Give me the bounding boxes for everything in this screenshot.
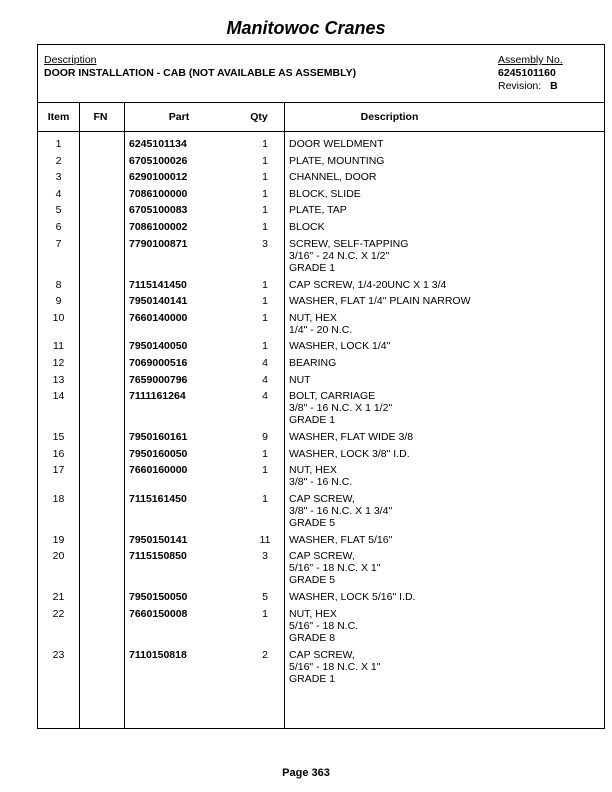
quantity: 5 <box>262 591 268 604</box>
part-description <box>289 390 392 426</box>
item-number: 17 <box>52 464 65 477</box>
quantity: 1 <box>262 464 268 477</box>
revision-line <box>498 80 563 93</box>
parts-list-frame <box>37 44 605 729</box>
quantity: 1 <box>262 447 268 460</box>
part-number: 7660160000 <box>129 464 188 477</box>
item-number: 4 <box>55 187 62 200</box>
part-description <box>289 279 446 291</box>
quantity: 3 <box>262 550 268 563</box>
part-description <box>289 171 377 183</box>
col-fn-header: FN <box>93 111 108 123</box>
part-description <box>289 550 381 586</box>
part-description <box>289 357 336 369</box>
description-value: DOOR INSTALLATION - CAB (NOT AVAILABLE AS ASSEMBLY) <box>44 67 357 79</box>
part-number: 7086100000 <box>129 187 188 200</box>
col-item-header: Item <box>47 111 70 123</box>
description-line: GRADE 1 <box>289 261 336 274</box>
part-description <box>289 493 392 529</box>
description-line: WASHER, FLAT 1/4" PLAIN NARROW <box>289 295 471 308</box>
description-line: CAP SCREW, <box>289 492 355 505</box>
description-line: DOOR WELDMENT <box>289 138 384 150</box>
item-number: 14 <box>52 390 65 403</box>
description-line: SCREW, SELF-TAPPING <box>289 237 409 250</box>
item-number: 20 <box>52 550 65 563</box>
description-line: 3/8" - 16 N.C. X 1 3/4" <box>289 504 393 517</box>
part-number: 7086100002 <box>129 221 188 233</box>
part-number: 6705100026 <box>129 154 188 167</box>
description-line: 3/16" - 24 N.C. X 1/2" <box>289 249 390 262</box>
part-number: 7660150008 <box>129 608 188 620</box>
quantity: 4 <box>262 356 268 369</box>
part-description <box>289 295 470 307</box>
part-number: 7110150818 <box>129 649 187 661</box>
quantity: 1 <box>262 295 268 308</box>
assembly-header <box>38 45 604 103</box>
part-number: 7069000516 <box>129 356 188 369</box>
part-description <box>289 448 410 460</box>
description-line: 5/16" - 18 N.C. X 1" <box>289 562 381 575</box>
part-number: 7950160161 <box>129 431 188 444</box>
part-description <box>289 238 408 274</box>
part-number: 7115150850 <box>129 550 187 563</box>
part-description <box>289 431 413 443</box>
description-line: PLATE, MOUNTING <box>289 154 385 167</box>
description-line: 5/16" - 18 N.C. X 1" <box>289 661 381 673</box>
item-number: 23 <box>52 649 65 661</box>
description-line: PLATE, TAP <box>289 204 347 217</box>
part-description <box>289 649 381 685</box>
item-number: 7 <box>55 237 62 250</box>
item-number: 11 <box>53 340 64 353</box>
quantity: 1 <box>262 608 268 620</box>
part-description <box>289 312 352 336</box>
quantity: 2 <box>262 649 268 661</box>
description-line: CAP SCREW, 1/4-20UNC X 1 3/4 <box>289 278 447 291</box>
quantity: 1 <box>262 278 268 291</box>
col-part-header: Part <box>168 111 190 123</box>
part-number: 6290100012 <box>129 171 188 184</box>
item-number: 16 <box>52 447 65 460</box>
part-number: 7950140050 <box>129 340 188 353</box>
quantity: 1 <box>262 154 268 167</box>
description-line: GRADE 1 <box>289 414 336 427</box>
part-number: 7950150050 <box>129 591 188 604</box>
column-header-row <box>38 103 604 132</box>
col-qty-header: Qty <box>250 111 268 123</box>
assembly-block <box>498 54 563 93</box>
part-description <box>289 221 325 233</box>
item-number: 3 <box>55 171 62 184</box>
part-number: 7950150141 <box>129 533 188 546</box>
part-number: 7659000796 <box>129 373 188 386</box>
part-description <box>289 464 352 488</box>
item-number: 13 <box>52 373 65 386</box>
column-divider <box>79 103 80 728</box>
description-line: 3/8" - 16 N.C. <box>289 476 353 489</box>
part-description <box>289 534 392 546</box>
col-description-header: Description <box>360 111 419 123</box>
description-line: GRADE 5 <box>289 574 336 587</box>
quantity: 1 <box>262 492 268 505</box>
description-line: NUT <box>289 373 311 386</box>
description-line: BLOCK, SLIDE <box>289 187 361 200</box>
description-line: CAP SCREW, <box>289 649 355 661</box>
description-line: GRADE 8 <box>289 632 336 644</box>
part-description <box>289 188 361 200</box>
part-description <box>289 138 384 150</box>
description-line: WASHER, LOCK 1/4" <box>289 340 391 353</box>
description-line: 1/4" - 20 N.C. <box>289 323 353 336</box>
part-description <box>289 591 415 603</box>
part-description <box>289 340 390 352</box>
quantity: 1 <box>262 221 268 233</box>
quantity: 3 <box>262 237 268 250</box>
item-number: 12 <box>52 356 65 369</box>
part-description <box>289 204 347 216</box>
part-number: 7111161264 <box>129 390 186 403</box>
quantity: 1 <box>262 311 268 324</box>
quantity: 1 <box>262 340 268 353</box>
item-number: 15 <box>52 431 65 444</box>
description-line: NUT, HEX <box>289 311 337 324</box>
item-number: 22 <box>52 608 65 620</box>
description-line: WASHER, FLAT WIDE 3/8 <box>289 431 414 444</box>
part-number: 7950140141 <box>129 295 188 308</box>
description-label: Description <box>44 54 97 66</box>
quantity: 1 <box>262 187 268 200</box>
part-description <box>289 608 358 644</box>
part-number: 6245101134 <box>129 138 187 150</box>
part-description <box>289 374 311 386</box>
description-line: GRADE 5 <box>289 516 336 529</box>
part-number: 7790100871 <box>129 237 188 250</box>
quantity: 9 <box>262 431 268 444</box>
item-number: 5 <box>55 204 62 217</box>
revision-value: B <box>550 80 558 92</box>
description-line: BLOCK <box>289 221 325 233</box>
quantity: 1 <box>262 171 268 184</box>
description-line: WASHER, LOCK 3/8" I.D. <box>289 447 410 460</box>
item-number: 9 <box>55 295 62 308</box>
description-line: 5/16" - 18 N.C. <box>289 620 359 632</box>
description-line: 3/8" - 16 N.C. X 1 1/2" <box>289 402 393 415</box>
description-line: WASHER, LOCK 5/16" I.D. <box>289 591 416 604</box>
document-title: Manitowoc Cranes <box>226 18 386 38</box>
item-number: 6 <box>55 221 62 233</box>
description-block <box>44 54 356 80</box>
part-number: 7115161450 <box>129 492 187 505</box>
description-line: NUT, HEX <box>289 608 337 620</box>
quantity: 4 <box>262 390 268 403</box>
item-number: 18 <box>52 492 65 505</box>
part-description <box>289 155 384 167</box>
assembly-label: Assembly No. <box>498 54 563 66</box>
page-number: Page 363 <box>282 767 330 779</box>
quantity: 4 <box>262 373 268 386</box>
quantity: 1 <box>262 138 268 150</box>
assembly-number: 6245101160 <box>498 67 556 79</box>
description-line: BEARING <box>289 356 337 369</box>
description-line: WASHER, FLAT 5/16" <box>289 533 393 546</box>
quantity: 1 <box>262 204 268 217</box>
description-line: BOLT, CARRIAGE <box>289 390 376 403</box>
part-number: 7950160050 <box>129 447 188 460</box>
part-number: 7115141450 <box>129 278 187 291</box>
column-divider <box>124 103 125 728</box>
revision-label: Revision: <box>498 80 542 92</box>
item-number: 10 <box>52 311 65 324</box>
description-line: CAP SCREW, <box>289 550 355 563</box>
description-line: NUT, HEX <box>289 464 337 477</box>
item-number: 19 <box>52 533 65 546</box>
part-number: 7660140000 <box>129 311 188 324</box>
description-line: GRADE 1 <box>289 673 336 685</box>
item-number: 21 <box>52 591 65 604</box>
part-number: 6705100083 <box>129 204 188 217</box>
item-number: 1 <box>55 138 62 150</box>
quantity: 11 <box>259 533 271 546</box>
item-number: 2 <box>55 154 62 167</box>
description-line: CHANNEL, DOOR <box>289 171 377 184</box>
item-number: 8 <box>55 278 62 291</box>
